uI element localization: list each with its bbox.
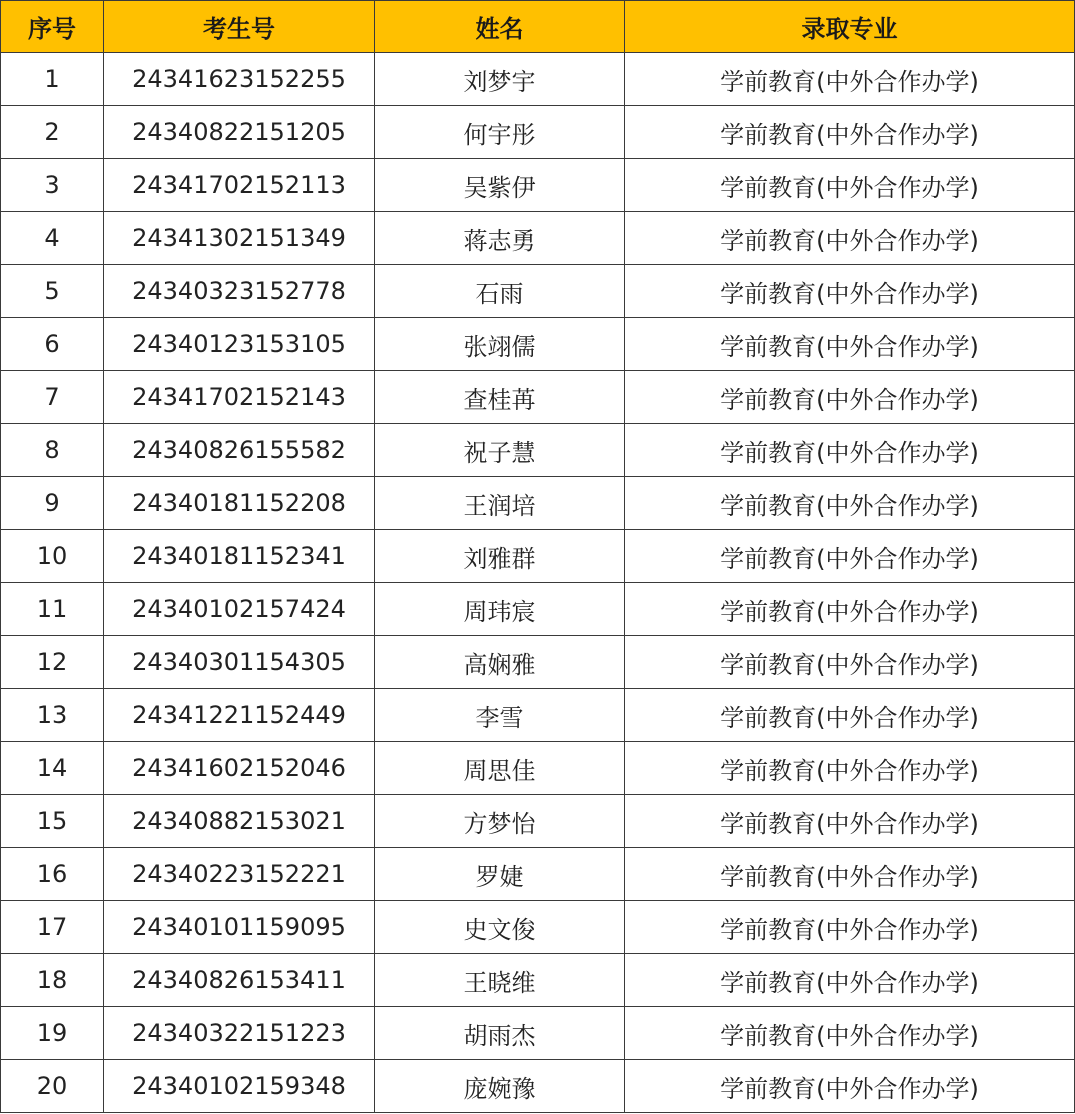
cell-name: 刘雅群 bbox=[375, 530, 625, 583]
header-seq: 序号 bbox=[1, 1, 104, 53]
cell-major: 学前教育(中外合作办学) bbox=[625, 795, 1075, 848]
cell-seq: 2 bbox=[1, 106, 104, 159]
cell-exam-id: 24340826153411 bbox=[104, 954, 375, 1007]
cell-exam-id: 24340181152208 bbox=[104, 477, 375, 530]
cell-exam-id: 24340101159095 bbox=[104, 901, 375, 954]
table-body bbox=[1, 53, 1075, 1113]
table-row bbox=[1, 159, 1075, 212]
table-header bbox=[1, 1, 1075, 53]
cell-exam-id: 24341302151349 bbox=[104, 212, 375, 265]
cell-major: 学前教育(中外合作办学) bbox=[625, 53, 1075, 106]
cell-major: 学前教育(中外合作办学) bbox=[625, 848, 1075, 901]
cell-exam-id: 24340323152778 bbox=[104, 265, 375, 318]
cell-seq: 16 bbox=[1, 848, 104, 901]
cell-name: 石雨 bbox=[375, 265, 625, 318]
cell-exam-id: 24340181152341 bbox=[104, 530, 375, 583]
table-row bbox=[1, 265, 1075, 318]
cell-exam-id: 24340102157424 bbox=[104, 583, 375, 636]
cell-seq: 12 bbox=[1, 636, 104, 689]
table-row bbox=[1, 1007, 1075, 1060]
header-row bbox=[1, 1, 1075, 53]
table-row bbox=[1, 53, 1075, 106]
cell-name: 周玮宸 bbox=[375, 583, 625, 636]
cell-exam-id: 24340123153105 bbox=[104, 318, 375, 371]
header-major: 录取专业 bbox=[625, 1, 1075, 53]
table-row bbox=[1, 106, 1075, 159]
cell-name: 王晓维 bbox=[375, 954, 625, 1007]
table-row bbox=[1, 795, 1075, 848]
cell-major: 学前教育(中外合作办学) bbox=[625, 159, 1075, 212]
cell-seq: 7 bbox=[1, 371, 104, 424]
cell-major: 学前教育(中外合作办学) bbox=[625, 265, 1075, 318]
cell-name: 李雪 bbox=[375, 689, 625, 742]
table-row bbox=[1, 636, 1075, 689]
cell-name: 张翊儒 bbox=[375, 318, 625, 371]
cell-name: 史文俊 bbox=[375, 901, 625, 954]
cell-name: 王润培 bbox=[375, 477, 625, 530]
table-row bbox=[1, 318, 1075, 371]
cell-name: 高娴雅 bbox=[375, 636, 625, 689]
table-row bbox=[1, 848, 1075, 901]
cell-exam-id: 24341702152143 bbox=[104, 371, 375, 424]
cell-seq: 4 bbox=[1, 212, 104, 265]
table-row bbox=[1, 1060, 1075, 1113]
cell-seq: 19 bbox=[1, 1007, 104, 1060]
cell-major: 学前教育(中外合作办学) bbox=[625, 1060, 1075, 1113]
cell-major: 学前教育(中外合作办学) bbox=[625, 742, 1075, 795]
cell-seq: 11 bbox=[1, 583, 104, 636]
cell-major: 学前教育(中外合作办学) bbox=[625, 106, 1075, 159]
cell-seq: 1 bbox=[1, 53, 104, 106]
cell-major: 学前教育(中外合作办学) bbox=[625, 371, 1075, 424]
cell-seq: 8 bbox=[1, 424, 104, 477]
cell-seq: 14 bbox=[1, 742, 104, 795]
table-row bbox=[1, 424, 1075, 477]
cell-name: 查桂苒 bbox=[375, 371, 625, 424]
cell-seq: 3 bbox=[1, 159, 104, 212]
cell-major: 学前教育(中外合作办学) bbox=[625, 1007, 1075, 1060]
cell-seq: 10 bbox=[1, 530, 104, 583]
header-name: 姓名 bbox=[375, 1, 625, 53]
cell-major: 学前教育(中外合作办学) bbox=[625, 954, 1075, 1007]
cell-exam-id: 24340826155582 bbox=[104, 424, 375, 477]
table-row bbox=[1, 954, 1075, 1007]
cell-major: 学前教育(中外合作办学) bbox=[625, 689, 1075, 742]
table-row bbox=[1, 212, 1075, 265]
cell-name: 方梦怡 bbox=[375, 795, 625, 848]
cell-name: 胡雨杰 bbox=[375, 1007, 625, 1060]
table-row bbox=[1, 689, 1075, 742]
cell-exam-id: 24341623152255 bbox=[104, 53, 375, 106]
cell-seq: 9 bbox=[1, 477, 104, 530]
cell-exam-id: 24341221152449 bbox=[104, 689, 375, 742]
cell-name: 周思佳 bbox=[375, 742, 625, 795]
cell-major: 学前教育(中外合作办学) bbox=[625, 477, 1075, 530]
cell-name: 何宇彤 bbox=[375, 106, 625, 159]
table-row bbox=[1, 477, 1075, 530]
cell-major: 学前教育(中外合作办学) bbox=[625, 318, 1075, 371]
cell-seq: 13 bbox=[1, 689, 104, 742]
cell-name: 祝子慧 bbox=[375, 424, 625, 477]
cell-exam-id: 24341702152113 bbox=[104, 159, 375, 212]
cell-major: 学前教育(中外合作办学) bbox=[625, 212, 1075, 265]
table-row bbox=[1, 583, 1075, 636]
cell-major: 学前教育(中外合作办学) bbox=[625, 424, 1075, 477]
cell-seq: 20 bbox=[1, 1060, 104, 1113]
header-exam-id: 考生号 bbox=[104, 1, 375, 53]
cell-name: 庞婉豫 bbox=[375, 1060, 625, 1113]
cell-name: 蒋志勇 bbox=[375, 212, 625, 265]
cell-seq: 5 bbox=[1, 265, 104, 318]
table-row bbox=[1, 742, 1075, 795]
cell-exam-id: 24341602152046 bbox=[104, 742, 375, 795]
cell-exam-id: 24340882153021 bbox=[104, 795, 375, 848]
cell-exam-id: 24340102159348 bbox=[104, 1060, 375, 1113]
table-row bbox=[1, 530, 1075, 583]
cell-seq: 18 bbox=[1, 954, 104, 1007]
cell-exam-id: 24340322151223 bbox=[104, 1007, 375, 1060]
cell-major: 学前教育(中外合作办学) bbox=[625, 901, 1075, 954]
cell-name: 罗婕 bbox=[375, 848, 625, 901]
table-row bbox=[1, 371, 1075, 424]
cell-seq: 17 bbox=[1, 901, 104, 954]
cell-seq: 15 bbox=[1, 795, 104, 848]
cell-name: 吴紫伊 bbox=[375, 159, 625, 212]
cell-major: 学前教育(中外合作办学) bbox=[625, 530, 1075, 583]
table-row bbox=[1, 901, 1075, 954]
cell-major: 学前教育(中外合作办学) bbox=[625, 636, 1075, 689]
cell-major: 学前教育(中外合作办学) bbox=[625, 583, 1075, 636]
cell-exam-id: 24340301154305 bbox=[104, 636, 375, 689]
cell-seq: 6 bbox=[1, 318, 104, 371]
cell-name: 刘梦宇 bbox=[375, 53, 625, 106]
cell-exam-id: 24340223152221 bbox=[104, 848, 375, 901]
cell-exam-id: 24340822151205 bbox=[104, 106, 375, 159]
